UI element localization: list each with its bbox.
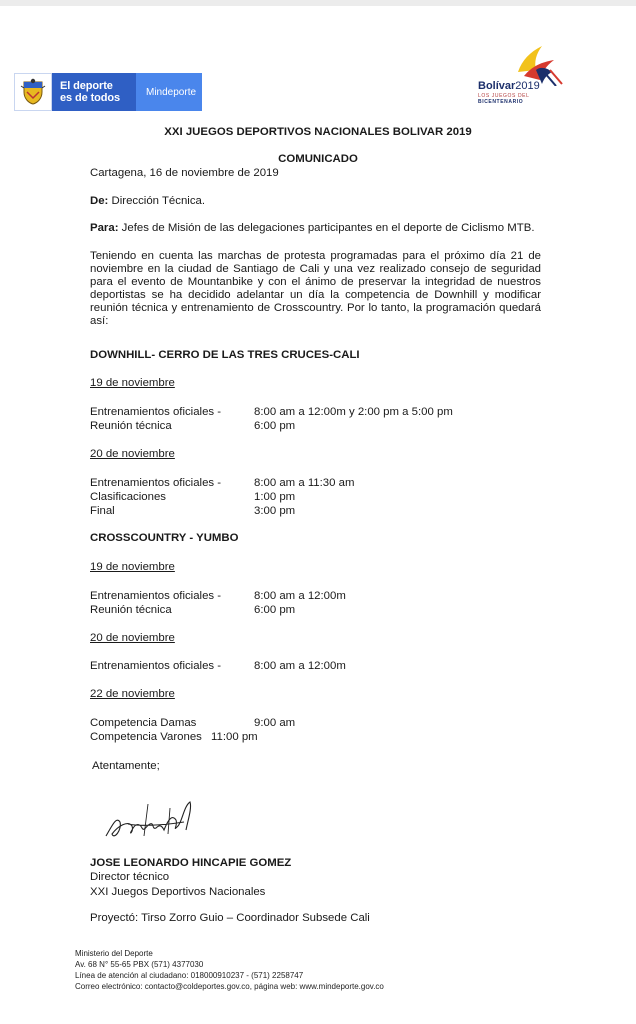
footer-line-2: Av. 68 N° 55-65 PBX (571) 4377030: [75, 960, 204, 969]
projected-by: Proyectó: Tirso Zorro Guio – Coordinador Subsede Cali: [90, 912, 370, 924]
crosscountry-day3-row1-time: 9:00 am: [254, 717, 296, 729]
downhill-day1-row1-label: Entrenamientos oficiales -: [90, 406, 222, 418]
crosscountry-day3-date: 22 de noviembre: [90, 688, 175, 700]
downhill-day1-date: 19 de noviembre: [90, 377, 175, 389]
downhill-day2-row1-label: Entrenamientos oficiales -: [90, 477, 222, 489]
top-shade: [0, 0, 636, 6]
body-paragraph: Teniendo en cuenta las marchas de protesta programadas para el próximo día 21 de noviembre en la ciudad de Santiago de Cali y una vez realizado consejo de seguridad para el evento de Mountanbike y con el ánimo de preservar la integridad de nuestros deportistas se ha decidido adelantar un día la competencia de Downhill y modificar reunión técnica y entrenamiento de Crosscountry. Por lo tanto, la programación quedará así:: [90, 250, 541, 327]
crosscountry-day1-date: 19 de noviembre: [90, 561, 175, 573]
signature-icon: [98, 796, 208, 856]
from-value: Dirección Técnica.: [111, 195, 206, 207]
logo-tagline-1: LOS JUEGOS DEL: [478, 93, 530, 99]
signer-name: JOSE LEONARDO HINCAPIE GOMEZ: [90, 857, 292, 869]
downhill-day2-row1-time: 8:00 am a 11:30 am: [254, 477, 355, 489]
crosscountry-day1-row1-label: Entrenamientos oficiales -: [90, 590, 222, 602]
downhill-day2-row2-time: 1:00 pm: [254, 491, 296, 503]
logo-wordmark: [478, 80, 540, 92]
footer-line-4: Correo electrónico: contacto@coldeportes.gov.co, página web: www.mindeporte.gov.co: [75, 982, 384, 991]
crosscountry-heading: CROSSCOUNTRY - YUMBO: [90, 532, 239, 544]
motto-text: [52, 73, 136, 111]
crosscountry-day1-row2-label: Reunión técnica: [90, 604, 172, 616]
downhill-heading: DOWNHILL- CERRO DE LAS TRES CRUCES-CALI: [90, 349, 360, 361]
signer-org: XXI Juegos Deportivos Nacionales: [90, 886, 266, 898]
crosscountry-day3-row2-label: Competencia Varones: [90, 731, 202, 743]
signer-role: Director técnico: [90, 871, 170, 883]
crosscountry-day2-row1-time: 8:00 am a 12:00m: [254, 660, 346, 672]
bolivar-2019-logo: [478, 42, 568, 110]
to-line: [90, 222, 534, 235]
downhill-day2-row3-time: 3:00 pm: [254, 505, 296, 517]
crosscountry-day3-row1-label: Competencia Damas: [90, 717, 197, 729]
motto-line-2: es de todos: [60, 92, 121, 104]
crosscountry-day3-row2-time: 11:00 pm: [211, 731, 258, 743]
downhill-day1-row2-time: 6:00 pm: [254, 420, 296, 432]
document-title: XXI JUEGOS DEPORTIVOS NACIONALES BOLIVAR 2019: [164, 126, 472, 138]
to-label: Para:: [90, 222, 119, 234]
regards: Atentamente;: [92, 760, 160, 772]
footer-line-1: Ministerio del Deporte: [75, 949, 153, 958]
downhill-day1-row1-time: 8:00 am a 12:00m y 2:00 pm a 5:00 pm: [254, 406, 453, 418]
footer-line-3: Línea de atención al ciudadano: 018000910237 - (571) 2258747: [75, 971, 304, 980]
document-subtitle: COMUNICADO: [278, 153, 358, 165]
ministry-name: Mindeporte: [136, 73, 202, 111]
from-line: [90, 195, 205, 208]
crosscountry-day1-row2-time: 6:00 pm: [254, 604, 296, 616]
from-label: De:: [90, 195, 109, 207]
downhill-day2-row2-label: Clasificaciones: [90, 491, 166, 503]
to-value: Jefes de Misión de las delegaciones participantes en el deporte de Ciclismo MTB.: [121, 222, 535, 234]
place-date: Cartagena, 16 de noviembre de 2019: [90, 167, 279, 179]
crosscountry-day1-row1-time: 8:00 am a 12:00m: [254, 590, 346, 602]
downhill-day2-row3-label: Final: [90, 505, 115, 517]
logo-word: Bolívar: [478, 80, 516, 92]
logo-year: 2019: [515, 80, 540, 92]
el-deporte-badge: [14, 73, 202, 111]
coat-of-arms-icon: [14, 73, 52, 111]
crosscountry-day2-row1-label: Entrenamientos oficiales -: [90, 660, 222, 672]
downhill-day1-row2-label: Reunión técnica: [90, 420, 172, 432]
logo-tagline-2: BICENTENARIO: [478, 99, 524, 105]
motto-line-1: El deporte: [60, 80, 113, 92]
downhill-day2-date: 20 de noviembre: [90, 448, 175, 460]
crosscountry-day2-date: 20 de noviembre: [90, 632, 175, 644]
